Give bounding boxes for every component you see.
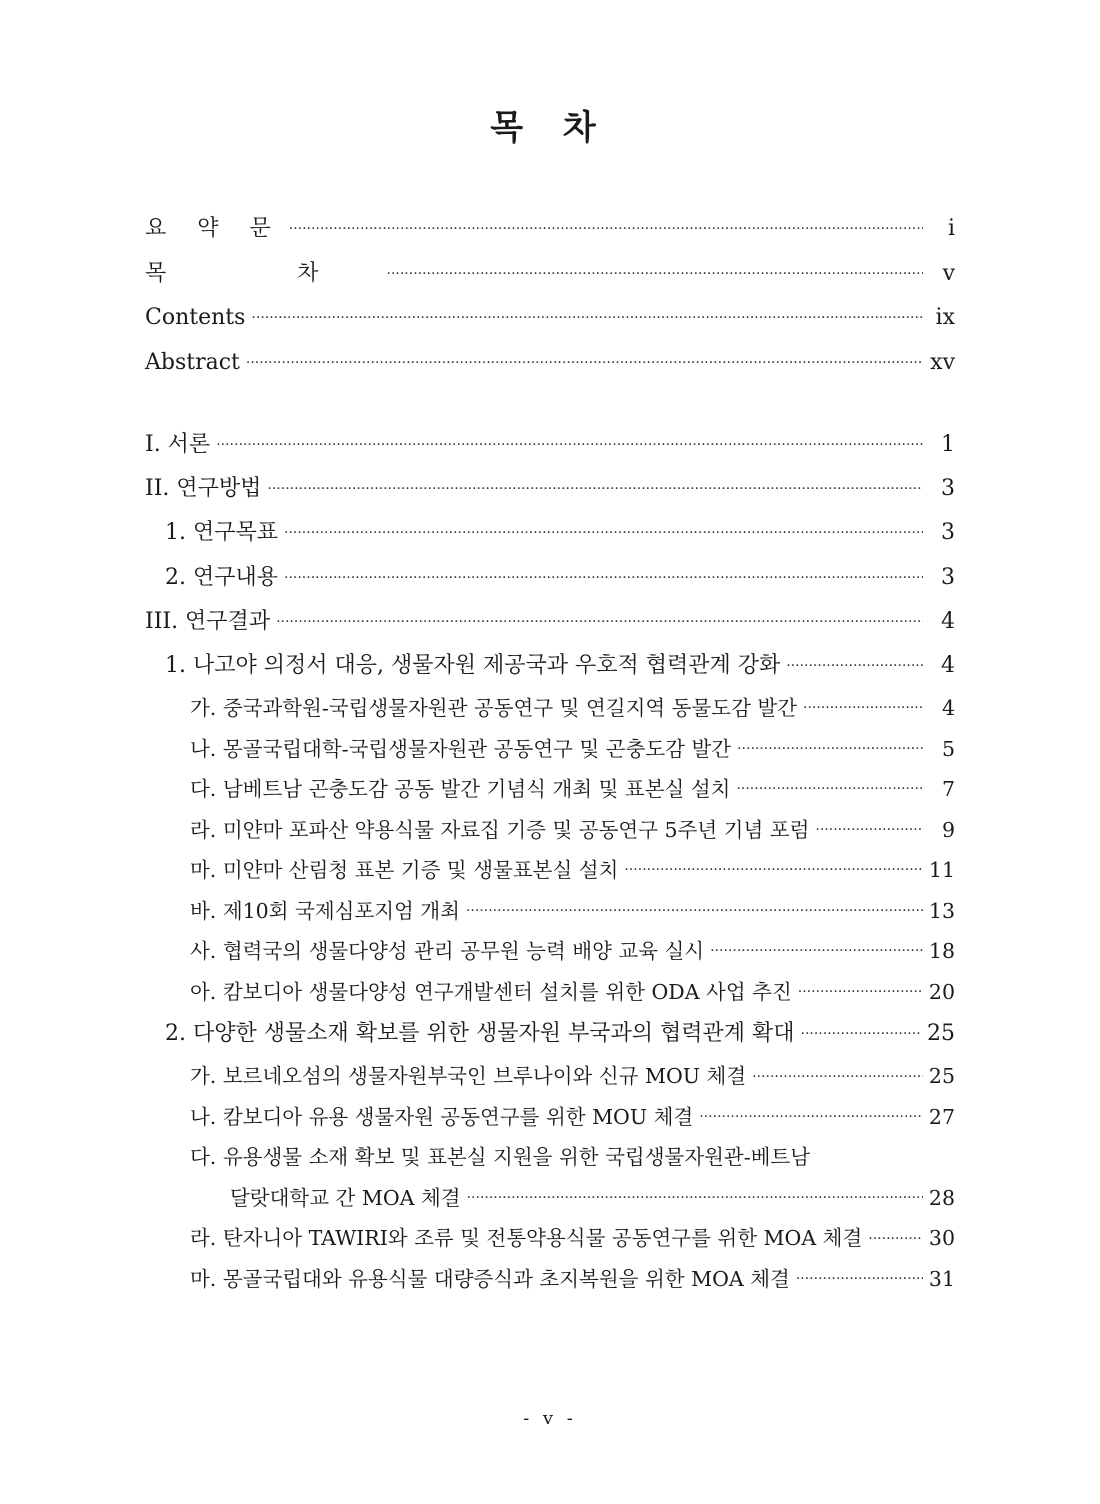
dot-leader: [276, 611, 923, 633]
toc-entry[interactable]: [145, 644, 955, 688]
toc-entry-label: II. 연구방법: [145, 476, 262, 502]
dot-leader: [796, 1268, 923, 1290]
toc-entry-page: v: [942, 260, 955, 286]
toc-main: [145, 423, 955, 1299]
toc-entry-page: 3: [941, 520, 955, 546]
dot-leader: [801, 1023, 922, 1045]
dot-leader: [267, 478, 923, 500]
toc-entry-page: 5: [941, 736, 955, 761]
toc-entry-page: 30: [928, 1226, 955, 1251]
toc-entry[interactable]: [145, 1056, 955, 1097]
dot-leader: [466, 900, 923, 922]
dot-leader: [868, 1228, 923, 1250]
toc-entry-continuation[interactable]: [145, 1178, 955, 1219]
toc-entry[interactable]: [145, 810, 955, 851]
dot-leader: [251, 307, 923, 329]
dot-leader: [815, 819, 923, 841]
toc-entry-page: 4: [941, 653, 955, 679]
dot-leader: [803, 697, 923, 719]
dot-leader: [798, 981, 923, 1003]
toc-entry-label: 나. 몽골국립대학-국립생물자원관 공동연구 및 곤충도감 발간: [190, 736, 732, 761]
toc-entry-page: i: [947, 216, 955, 242]
dot-leader: [216, 434, 923, 456]
dot-leader: [624, 859, 923, 881]
dot-leader: [736, 778, 923, 800]
toc-entry-label: Contents: [145, 305, 246, 331]
toc-entry-label: III. 연구결과: [145, 608, 271, 634]
toc-entry[interactable]: [145, 252, 955, 297]
toc-entry[interactable]: [145, 891, 955, 932]
toc-entry-label: 나. 캄보디아 유용 생물자원 공동연구를 위한 MOU 체결: [190, 1104, 694, 1129]
toc-entry[interactable]: [145, 467, 955, 511]
toc-entry-page: 1: [941, 432, 955, 458]
toc-entry[interactable]: [145, 931, 955, 972]
toc-entry[interactable]: [145, 423, 955, 467]
toc-entry-label: Abstract: [145, 349, 240, 375]
toc-entry-label: 2. 다양한 생물소재 확보를 위한 생물자원 부국과의 협력관계 확대: [165, 1021, 795, 1047]
dot-leader: [284, 567, 923, 589]
toc-entry[interactable]: [145, 1259, 955, 1300]
toc-entry-page: 7: [941, 777, 955, 802]
dot-leader: [737, 738, 923, 760]
toc-entry-page: 31: [928, 1266, 955, 1291]
toc-entry[interactable]: [145, 850, 955, 891]
toc-entry-label: 가. 보르네오섬의 생물자원부국인 브루나이와 신규 MOU 체결: [190, 1064, 747, 1089]
toc-entry-label: 1. 나고야 의정서 대응, 생물자원 제공국과 우호적 협력관계 강화: [165, 653, 781, 679]
toc-entry[interactable]: [145, 1137, 955, 1178]
dot-leader: [246, 352, 923, 374]
toc-entry-page: 9: [941, 817, 955, 842]
toc-entry-page: xv: [930, 349, 955, 375]
toc-entry-page: 25: [927, 1021, 955, 1047]
toc-entry-label: 마. 몽골국립대와 유용식물 대량증식과 초지복원을 위한 MOA 체결: [190, 1266, 790, 1291]
toc-entry-page: 3: [941, 564, 955, 590]
dot-leader: [786, 655, 923, 677]
toc-entry-label: 다. 유용생물 소재 확보 및 표본실 지원을 위한 국립생물자원관-베트남: [190, 1145, 811, 1170]
toc-entry-page: 28: [928, 1185, 955, 1210]
toc-entry-label: 다. 남베트남 곤충도감 공동 발간 기념식 개최 및 표본실 설치: [190, 777, 731, 802]
toc-entry-label: 마. 미얀마 산림청 표본 기증 및 생물표본실 설치: [190, 858, 619, 883]
toc-entry-page: 13: [928, 898, 955, 923]
toc-entry[interactable]: [145, 556, 955, 600]
toc-entry-page: ix: [935, 305, 955, 331]
dot-leader: [710, 940, 923, 962]
toc-entry-label: 바. 제10회 국제심포지엄 개최: [190, 898, 460, 923]
toc-entry-page: 4: [941, 608, 955, 634]
toc-entry-label: 2. 연구내용: [165, 564, 278, 590]
toc-entry-label: 목 차: [145, 260, 381, 286]
toc-entry[interactable]: [145, 600, 955, 644]
toc-front-matter: [145, 207, 955, 385]
page-title: 목 차: [490, 108, 610, 148]
dot-leader: [467, 1187, 923, 1209]
toc-entry-page: 11: [928, 858, 955, 883]
toc-entry-page: 3: [941, 476, 955, 502]
toc-entry[interactable]: [145, 688, 955, 729]
toc-entry[interactable]: [145, 511, 955, 555]
toc-entry[interactable]: [145, 341, 955, 386]
toc-entry-label: I. 서론: [145, 432, 211, 458]
toc-entry[interactable]: [145, 296, 955, 341]
dot-leader: [284, 522, 923, 544]
toc-entry-page: 4: [941, 696, 955, 721]
toc-entry-page: 20: [928, 979, 955, 1004]
toc-entry-page: 25: [928, 1064, 955, 1089]
toc-entry[interactable]: [145, 207, 955, 252]
toc-entry[interactable]: [145, 1218, 955, 1259]
toc-entry[interactable]: [145, 1097, 955, 1138]
toc-entry-label: 요 약 문: [145, 216, 283, 242]
toc-entry[interactable]: [145, 1012, 955, 1056]
page-number: - v -: [523, 1408, 577, 1429]
dot-leader: [699, 1106, 923, 1128]
toc-entry-label: 라. 미얀마 포파산 약용식물 자료집 기증 및 공동연구 5주년 기념 포럼: [190, 817, 810, 842]
toc-entry[interactable]: [145, 972, 955, 1013]
dot-leader: [387, 263, 924, 285]
dot-leader: [752, 1066, 923, 1088]
toc-entry[interactable]: [145, 729, 955, 770]
toc-entry-label: 라. 탄자니아 TAWIRI와 조류 및 전통약용식물 공동연구를 위한 MOA 체결: [190, 1226, 863, 1251]
toc-entry-label: 아. 캄보디아 생물다양성 연구개발센터 설치를 위한 ODA 사업 추진: [190, 979, 792, 1004]
toc-entry-label: 달랏대학교 간 MOA 체결: [230, 1185, 461, 1210]
toc-entry[interactable]: [145, 769, 955, 810]
toc-entry-label: 사. 협력국의 생물다양성 관리 공무원 능력 배양 교육 실시: [190, 939, 705, 964]
toc-entry-page: 27: [928, 1104, 955, 1129]
toc-entry-page: 18: [928, 939, 955, 964]
toc-entry-label: 가. 중국과학원-국립생물자원관 공동연구 및 연길지역 동물도감 발간: [190, 696, 798, 721]
toc-entry-label: 1. 연구목표: [165, 520, 278, 546]
dot-leader: [289, 218, 923, 240]
